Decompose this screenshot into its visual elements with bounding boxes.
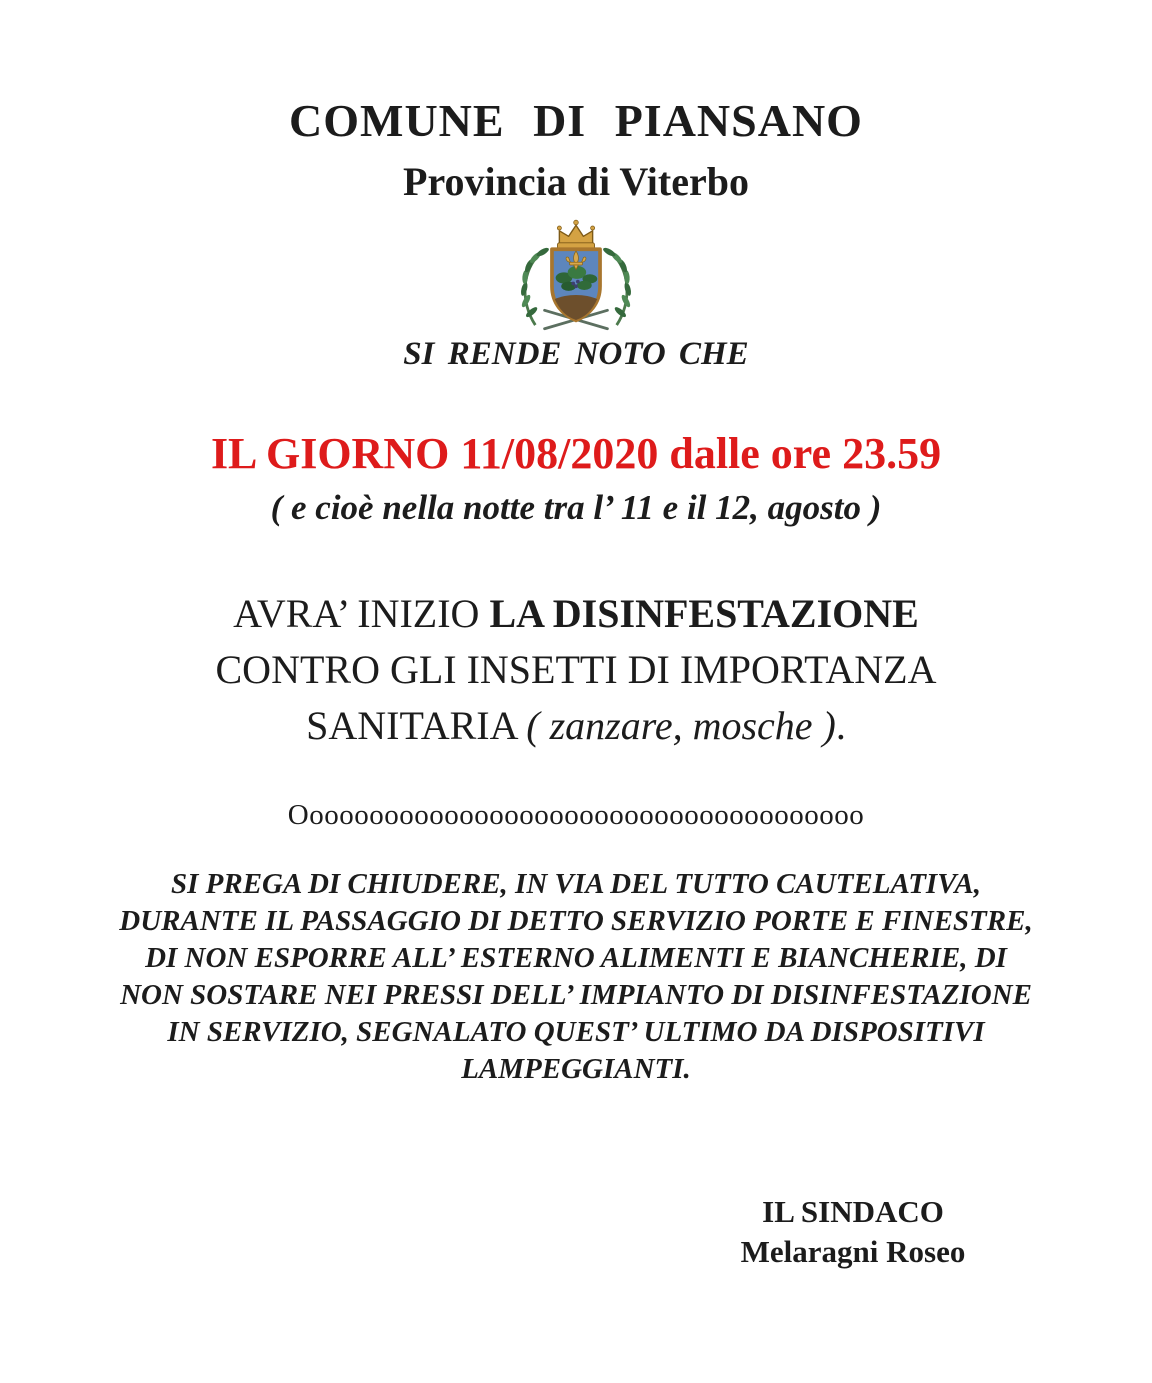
caution-line: DI NON ESPORRE ALL’ ESTERNO ALIMENTI E BIANCHERIE, DI — [145, 942, 1007, 974]
municipal-crest — [0, 216, 1152, 338]
announcement-line-2: CONTRO GLI INSETTI DI IMPORTANZA — [215, 647, 937, 692]
announcement-line-1-regular: AVRA’ INIZIO — [233, 591, 490, 636]
coat-of-arms-icon — [502, 216, 650, 338]
announcement-line-1 — [0, 586, 1152, 642]
caution-paragraph — [0, 866, 1152, 1088]
caution-line: NON SOSTARE NEI PRESSI DELL’ IMPIANTO DI DISINFESTAZIONE — [120, 979, 1032, 1011]
signature-role: IL SINDACO — [762, 1194, 944, 1229]
caution-line: LAMPEGGIANTI. — [461, 1053, 691, 1085]
ooo-separator: Oooooooooooooooooooooooooooooooooooooo — [287, 799, 865, 831]
caution-line: IN SERVIZIO, SEGNALATO QUEST’ ULTIMO DA DISPOSITIVI — [167, 1016, 985, 1048]
caution-line: SI PREGA DI CHIUDERE, IN VIA DEL TUTTO CAUTELATIVA, — [170, 868, 982, 900]
date-note: ( e cioè nella notte tra l’ 11 e il 12, agosto ) — [270, 488, 882, 527]
signature-name: Melaragni Roseo — [740, 1234, 966, 1269]
announcement-line-3-period: . — [835, 703, 846, 748]
caution-line: DURANTE IL PASSAGGIO DI DETTO SERVIZIO PORTE E FINESTRE, — [119, 905, 1033, 937]
announcement-line-3-regular: SANITARIA — [306, 703, 527, 748]
signature-block — [703, 1192, 1003, 1272]
province-subtitle: Provincia di Viterbo — [403, 159, 749, 204]
municipality-title: COMUNE DI PIANSANO — [289, 95, 863, 146]
intro-line: SI RENDE NOTO CHE — [403, 336, 749, 372]
date-heading: IL GIORNO 11/08/2020 dalle ore 23.59 — [210, 429, 942, 478]
announcement-line-3-italic: ( zanzare, mosche ) — [526, 703, 836, 748]
announcement-paragraph — [0, 586, 1152, 754]
announcement-line-3 — [0, 698, 1152, 754]
announcement-line-1-bold: LA DISINFESTAZIONE — [489, 591, 919, 636]
